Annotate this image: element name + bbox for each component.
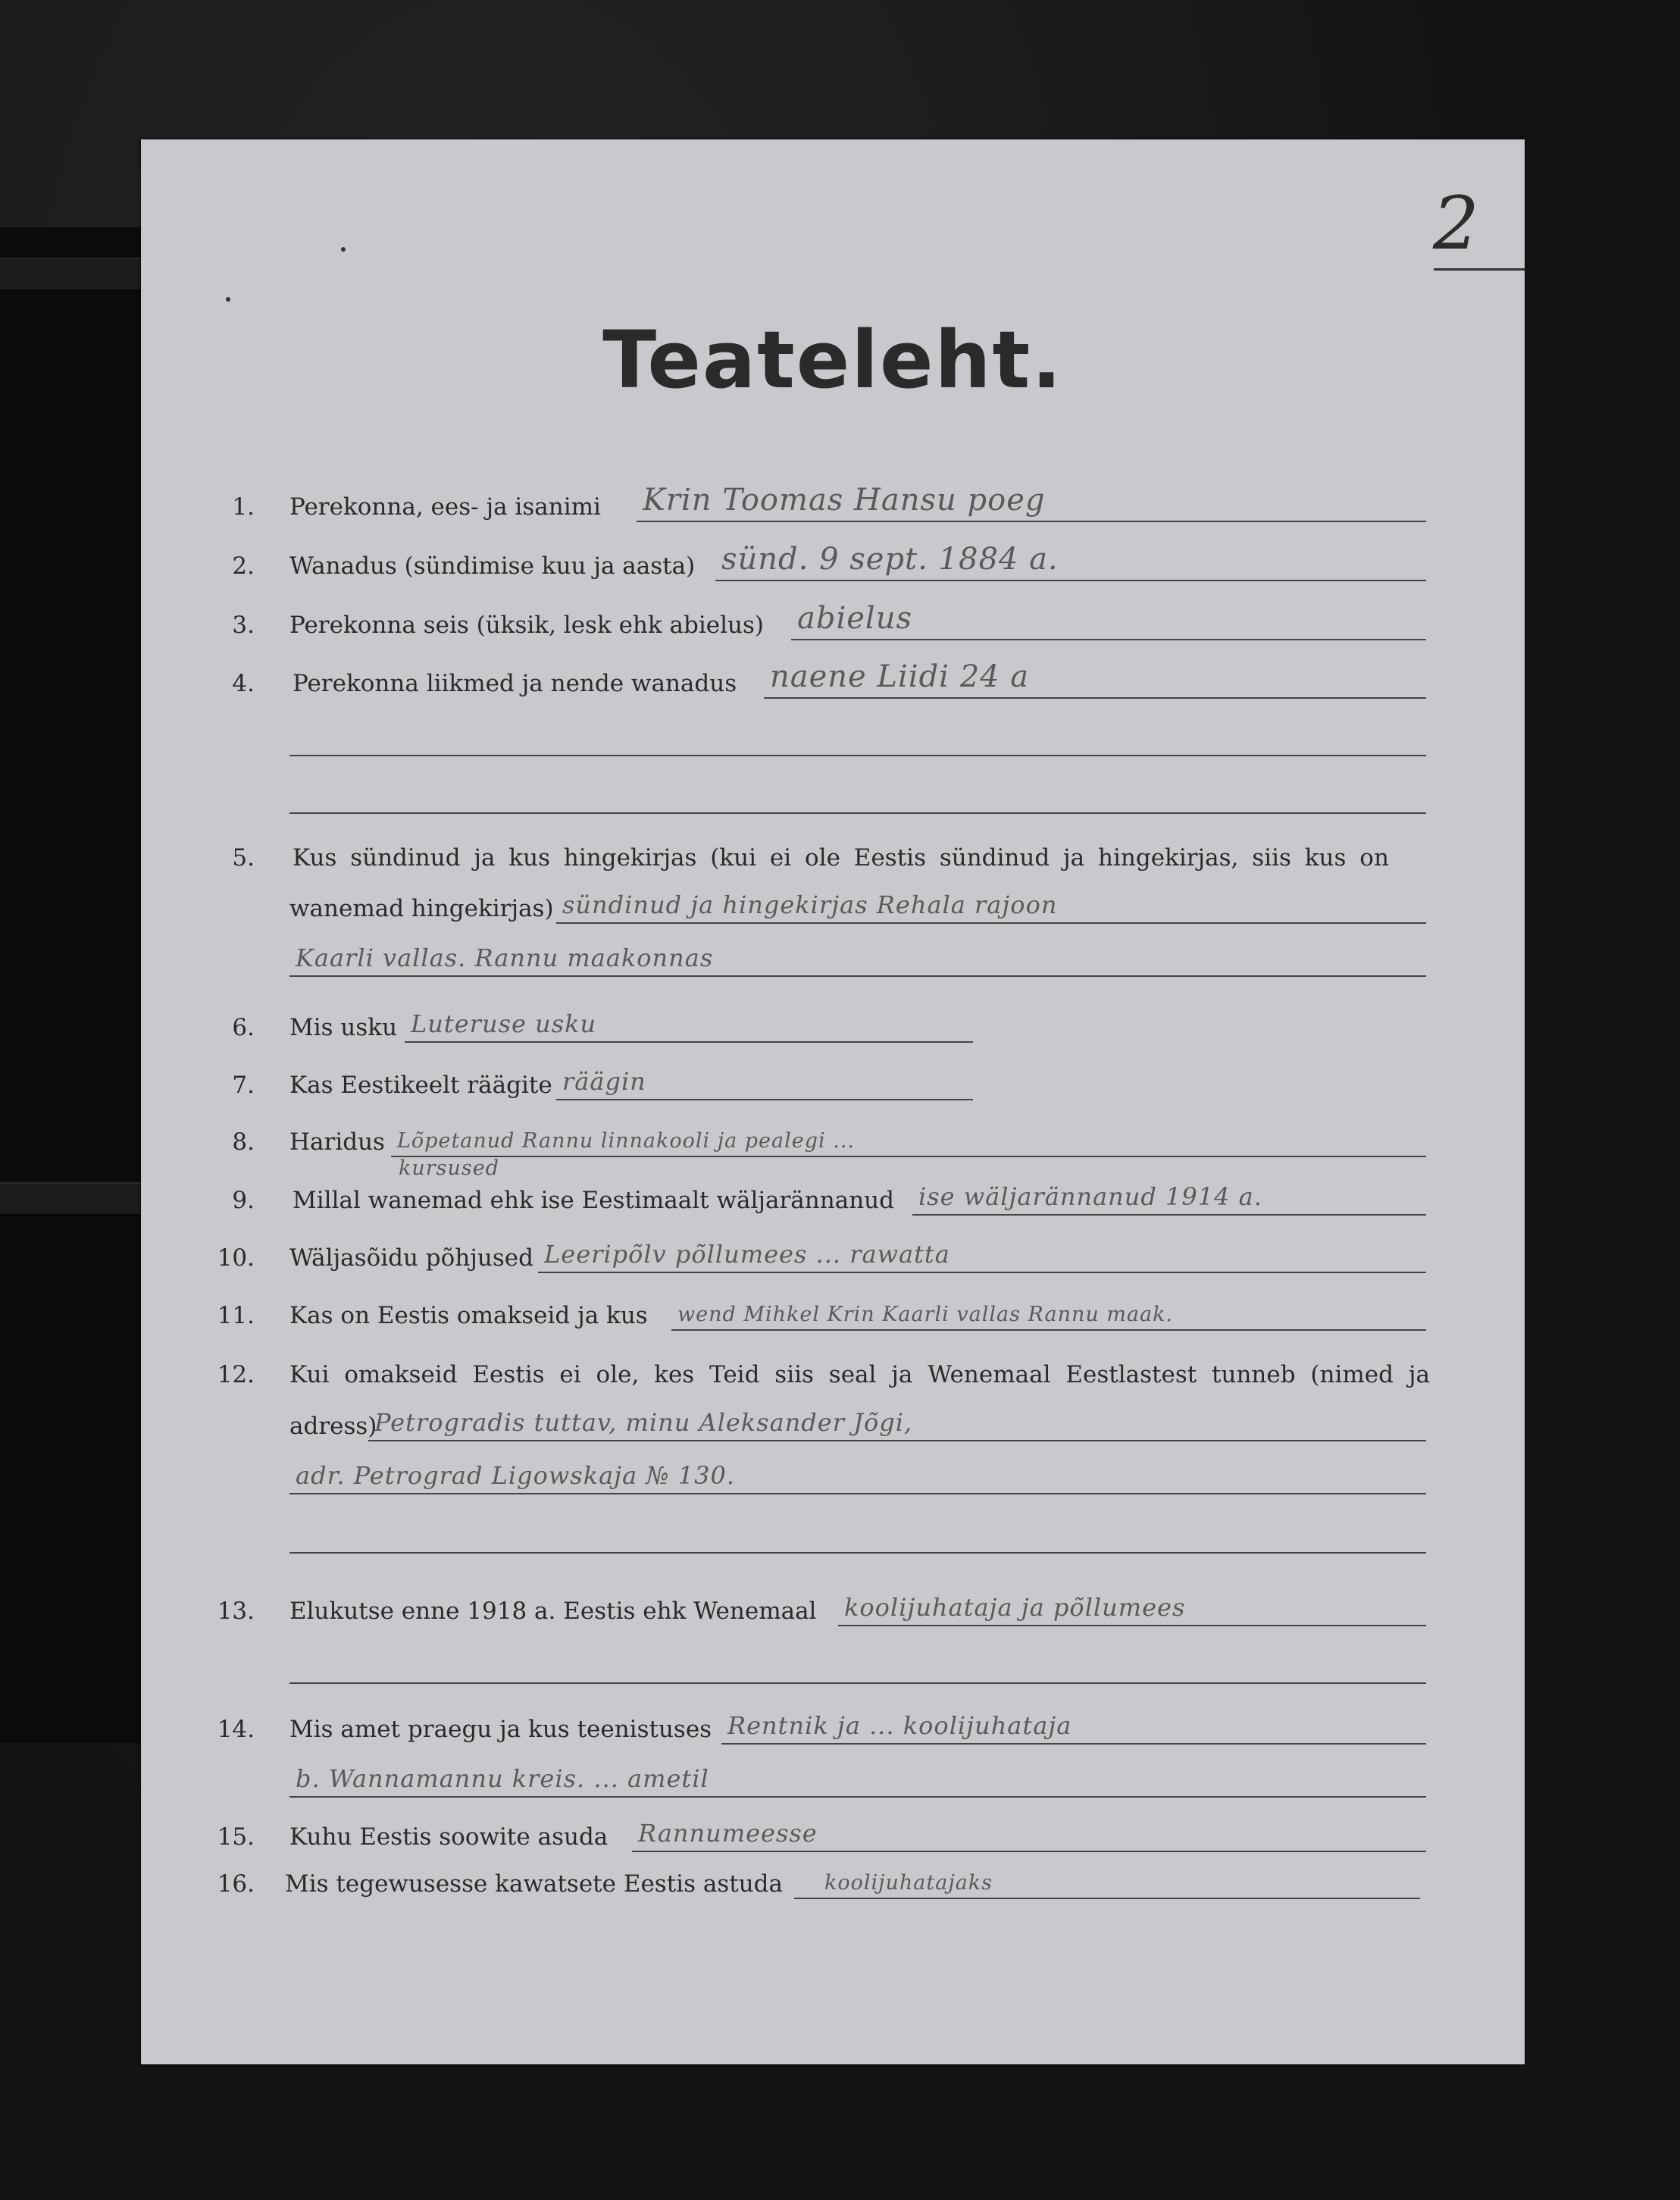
item-number: 4. — [232, 670, 255, 697]
item-number: 11. — [217, 1302, 255, 1329]
handwritten-answer: abielus — [797, 601, 912, 636]
answer-field — [632, 1814, 1426, 1852]
item-label: Perekonna liikmed ja nende wanadus — [293, 670, 737, 697]
item-number: 6. — [232, 1014, 255, 1041]
answer-field — [838, 1588, 1426, 1626]
form-item-8 — [141, 1119, 1525, 1165]
item-number: 5. — [232, 844, 255, 872]
item-number: 2. — [232, 552, 255, 580]
item-label: Kuhu Eestis soowite asuda — [289, 1823, 608, 1851]
item-label: Kas Eestikeelt räägite — [289, 1072, 552, 1099]
item-label: Kas on Eestis omakseid ja kus — [289, 1302, 648, 1329]
item-number: 10. — [217, 1244, 255, 1272]
answer-field — [368, 1404, 1426, 1441]
handwritten-answer: Rannumeesse — [638, 1819, 818, 1848]
handwritten-answer-cont: adr. Petrograd Ligowskaja № 130. — [296, 1461, 736, 1490]
item-number: 12. — [217, 1361, 255, 1388]
answer-field — [637, 484, 1426, 522]
handwritten-answer: Krin Toomas Hansu poeg — [643, 483, 1046, 518]
handwritten-answer: sünd. 9 sept. 1884 a. — [721, 542, 1059, 577]
answer-field — [556, 1062, 973, 1100]
item-label: Kui omakseid Eestis ei ole, kes Teid siis seal ja Wenemaal Eestlastest tunneb (nimed ja — [289, 1361, 1430, 1388]
answer-field — [791, 602, 1426, 640]
blank-answer-line — [289, 718, 1426, 756]
item-label: Perekonna seis (üksik, lesk ehk abielus) — [289, 612, 765, 639]
item-number: 7. — [232, 1072, 255, 1099]
form-item-5 — [141, 835, 1525, 881]
handwritten-answer-cont: Kaarli vallas. Rannu maakonnas — [296, 944, 714, 972]
answer-field — [405, 1005, 973, 1043]
item-number: 15. — [217, 1823, 255, 1851]
form-sheet — [141, 139, 1525, 2064]
form-item-13 — [141, 1588, 1525, 1634]
form-item-11 — [141, 1293, 1525, 1338]
handwritten-answer: koolijuhataja ja põllumees — [844, 1593, 1186, 1622]
handwritten-answer: naene Liidi 24 a — [770, 659, 1030, 694]
item-label: Mis amet praegu ja kus teenistuses — [289, 1716, 712, 1743]
item-label: Kus sündinud ja kus hingekirjas (kui ei ole Eestis sündinud ja hingekirjas, siis kus on — [293, 844, 1389, 872]
answer-field — [671, 1293, 1426, 1331]
form-item-14 — [141, 1707, 1525, 1752]
spine-strap — [0, 1182, 144, 1216]
item-label: Wäljasõidu põhjused — [289, 1244, 533, 1272]
form-item-1 — [141, 484, 1525, 530]
item-label: Mis tegewusesse kawatsete Eestis astuda — [285, 1870, 783, 1898]
answer-field — [721, 1707, 1426, 1745]
answer-field-cont — [289, 939, 1426, 977]
item-label: Mis usku — [289, 1014, 398, 1041]
item-label: Haridus — [289, 1128, 385, 1156]
form-item-16 — [141, 1861, 1525, 1907]
item-label: Elukutse enne 1918 a. Eestis ehk Wenemaal — [289, 1598, 817, 1625]
spine-strap — [0, 258, 144, 291]
handwritten-answer: Leeripõlv põllumees ... rawatta — [544, 1240, 950, 1269]
answer-field — [556, 886, 1426, 924]
answer-field — [391, 1119, 1426, 1157]
form-item-9 — [141, 1178, 1525, 1223]
binder-spine — [0, 227, 147, 1743]
handwritten-answer: Rentnik ja ... koolijuhataja — [727, 1711, 1072, 1740]
blank-answer-line — [289, 776, 1426, 814]
item-label: Wanadus (sündimise kuu ja aasta) — [289, 552, 696, 580]
form-item-10 — [141, 1235, 1525, 1281]
blank-answer-line — [289, 1646, 1426, 1684]
answer-field-cont — [289, 1457, 1426, 1494]
handwritten-answer: koolijuhatajaks — [824, 1871, 993, 1895]
item-number: 3. — [232, 612, 255, 639]
handwritten-answer: sündinud ja hingekirjas Rehala rajoon — [562, 890, 1058, 919]
form-item-6 — [141, 1005, 1525, 1050]
item-label: Millal wanemad ehk ise Eestimaalt wäljarännanud — [293, 1187, 894, 1214]
ink-spot — [226, 297, 230, 302]
page-title: Teateleht. — [602, 314, 1063, 406]
form-item-7 — [141, 1062, 1525, 1108]
item-label-cont: adress) — [289, 1413, 377, 1440]
form-item-3 — [141, 602, 1525, 648]
folio-underline — [1434, 268, 1525, 271]
handwritten-answer: Lõpetanud Rannu linnakooli ja pealegi ... — [397, 1129, 855, 1153]
answer-field — [764, 661, 1426, 699]
answer-field — [715, 543, 1426, 581]
item-number: 14. — [217, 1716, 255, 1743]
form-item-5-cont — [141, 886, 1525, 931]
folio-number: 2 — [1432, 181, 1479, 266]
item-number: 13. — [217, 1598, 255, 1625]
item-number: 8. — [232, 1128, 255, 1156]
handwritten-answer-cont: b. Wannamannu kreis. ... ametil — [296, 1764, 709, 1793]
handwritten-answer-cont: kursused — [399, 1156, 500, 1180]
form-item-12 — [141, 1352, 1525, 1397]
item-number: 1. — [232, 493, 255, 521]
answer-field — [538, 1235, 1426, 1273]
handwritten-answer: Luteruse usku — [411, 1009, 597, 1038]
form-item-12-cont — [141, 1404, 1525, 1449]
answer-field — [794, 1861, 1420, 1899]
ink-spot — [341, 247, 346, 252]
form-item-15 — [141, 1814, 1525, 1860]
answer-field-cont — [289, 1760, 1426, 1798]
handwritten-answer: Petrogradis tuttav, minu Aleksander Jõgi, — [374, 1408, 913, 1437]
item-number: 9. — [232, 1187, 255, 1214]
item-label-cont: wanemad hingekirjas) — [289, 895, 554, 922]
form-item-2 — [141, 543, 1525, 589]
answer-field — [912, 1178, 1426, 1216]
blank-answer-line — [289, 1516, 1426, 1554]
handwritten-answer: ise wäljarännanud 1914 a. — [918, 1182, 1262, 1211]
handwritten-answer: wend Mihkel Krin Kaarli vallas Rannu maak. — [677, 1303, 1174, 1326]
item-label: Perekonna, ees- ja isanimi — [289, 493, 601, 521]
handwritten-answer: räägin — [562, 1067, 646, 1096]
item-number: 16. — [217, 1870, 255, 1898]
form-item-4 — [141, 661, 1525, 706]
